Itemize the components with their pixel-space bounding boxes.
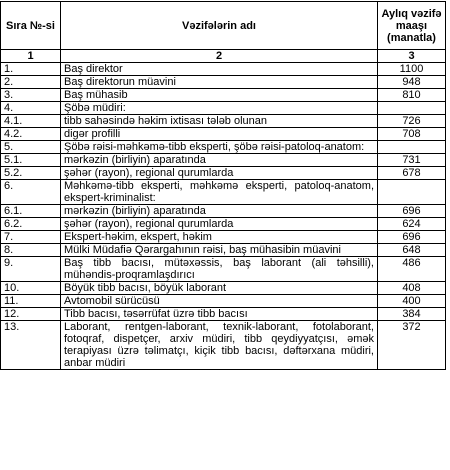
position-name: tibb sahəsində həkim ixtisası tələb olunan (61, 115, 378, 128)
table-row (1, 308, 446, 321)
salary-value: 708 (378, 128, 446, 141)
position-name: Ekspert-həkim, ekspert, həkim (61, 231, 378, 244)
row-number: 5. (1, 141, 61, 154)
table-row (1, 76, 446, 89)
salary-value: 678 (378, 167, 446, 180)
row-number: 8. (1, 244, 61, 257)
header-position: Vəzifələrin adı (61, 2, 378, 50)
table-row (1, 102, 446, 115)
header-number: Sıra №-si (1, 2, 61, 50)
position-name: şəhər (rayon), regional qurumlarda (61, 218, 378, 231)
position-name: Şöbə müdiri: (61, 102, 378, 115)
salary-value: 400 (378, 295, 446, 308)
table-row (1, 141, 446, 154)
column-number-row (1, 50, 446, 63)
header-row (1, 2, 446, 50)
row-number: 4. (1, 102, 61, 115)
salary-value: 624 (378, 218, 446, 231)
table-row (1, 89, 446, 102)
row-number: 6.1. (1, 205, 61, 218)
row-number: 7. (1, 231, 61, 244)
position-name: şəhər (rayon), regional qurumlarda (61, 167, 378, 180)
position-name: Böyük tibb bacısı, böyük laborant (61, 282, 378, 295)
salary-value: 486 (378, 257, 446, 282)
salary-value (378, 141, 446, 154)
salary-value: 384 (378, 308, 446, 321)
row-number: 3. (1, 89, 61, 102)
row-number: 13. (1, 321, 61, 370)
position-name: Baş tibb bacısı, mütəxəssis, baş laborant (ali təhsilli), mühəndis-proqramlaşdırıcı (61, 257, 378, 282)
table-row (1, 218, 446, 231)
table-row (1, 321, 446, 370)
table-row (1, 167, 446, 180)
row-number: 4.2. (1, 128, 61, 141)
position-name: mərkəzin (birliyin) aparatında (61, 154, 378, 167)
table-row (1, 282, 446, 295)
row-number: 5.1. (1, 154, 61, 167)
table-row (1, 154, 446, 167)
salary-value: 731 (378, 154, 446, 167)
position-name: Tibb bacısı, təsərrüfat üzrə tibb bacısı (61, 308, 378, 321)
table-row (1, 257, 446, 282)
row-number: 9. (1, 257, 61, 282)
salary-table (0, 1, 446, 370)
header-salary: Aylıq vəzifə maaşı (manatla) (378, 2, 446, 50)
row-number: 6. (1, 180, 61, 205)
salary-value: 726 (378, 115, 446, 128)
table-row (1, 63, 446, 76)
row-number: 6.2. (1, 218, 61, 231)
row-number: 11. (1, 295, 61, 308)
table-row (1, 244, 446, 257)
position-name: digər profilli (61, 128, 378, 141)
position-name: Mülki Müdafiə Qərargahının rəisi, baş mühasibin müavini (61, 244, 378, 257)
table-row (1, 205, 446, 218)
salary-value: 696 (378, 231, 446, 244)
row-number: 4.1. (1, 115, 61, 128)
position-name: Avtomobil sürücüsü (61, 295, 378, 308)
position-name: Laborant, rentgen-laborant, texnik-laborant, fotolaborant, fotoqraf, dispetçer, arxiv müdiri, tibb qeydiyyatçısı, əmək terapiyası üzrə təlimatçı, kiçik tibb bacısı, dəftərxana müdiri, anbar müdiri (61, 321, 378, 370)
salary-value: 648 (378, 244, 446, 257)
row-number: 12. (1, 308, 61, 321)
row-number: 2. (1, 76, 61, 89)
row-number: 5.2. (1, 167, 61, 180)
row-number: 10. (1, 282, 61, 295)
position-name: Baş direktorun müavini (61, 76, 378, 89)
row-number: 1. (1, 63, 61, 76)
table-row (1, 231, 446, 244)
salary-value (378, 180, 446, 205)
position-name: mərkəzin (birliyin) aparatında (61, 205, 378, 218)
salary-value: 696 (378, 205, 446, 218)
position-name: Məhkəmə-tibb eksperti, məhkəmə eksperti, patoloq-anatom, ekspert-kriminalist: (61, 180, 378, 205)
position-name: Baş direktor (61, 63, 378, 76)
salary-value: 948 (378, 76, 446, 89)
column-number-1: 1 (1, 50, 61, 63)
salary-value (378, 102, 446, 115)
column-number-2: 2 (61, 50, 378, 63)
table-row (1, 115, 446, 128)
column-number-3: 3 (378, 50, 446, 63)
table-row (1, 180, 446, 205)
position-name: Şöbə rəisi-məhkəmə-tibb eksperti, şöbə rəisi-patoloq-anatom: (61, 141, 378, 154)
salary-value: 408 (378, 282, 446, 295)
table-row (1, 128, 446, 141)
salary-value: 1100 (378, 63, 446, 76)
salary-value: 810 (378, 89, 446, 102)
salary-value: 372 (378, 321, 446, 370)
position-name: Baş mühasib (61, 89, 378, 102)
table-row (1, 295, 446, 308)
